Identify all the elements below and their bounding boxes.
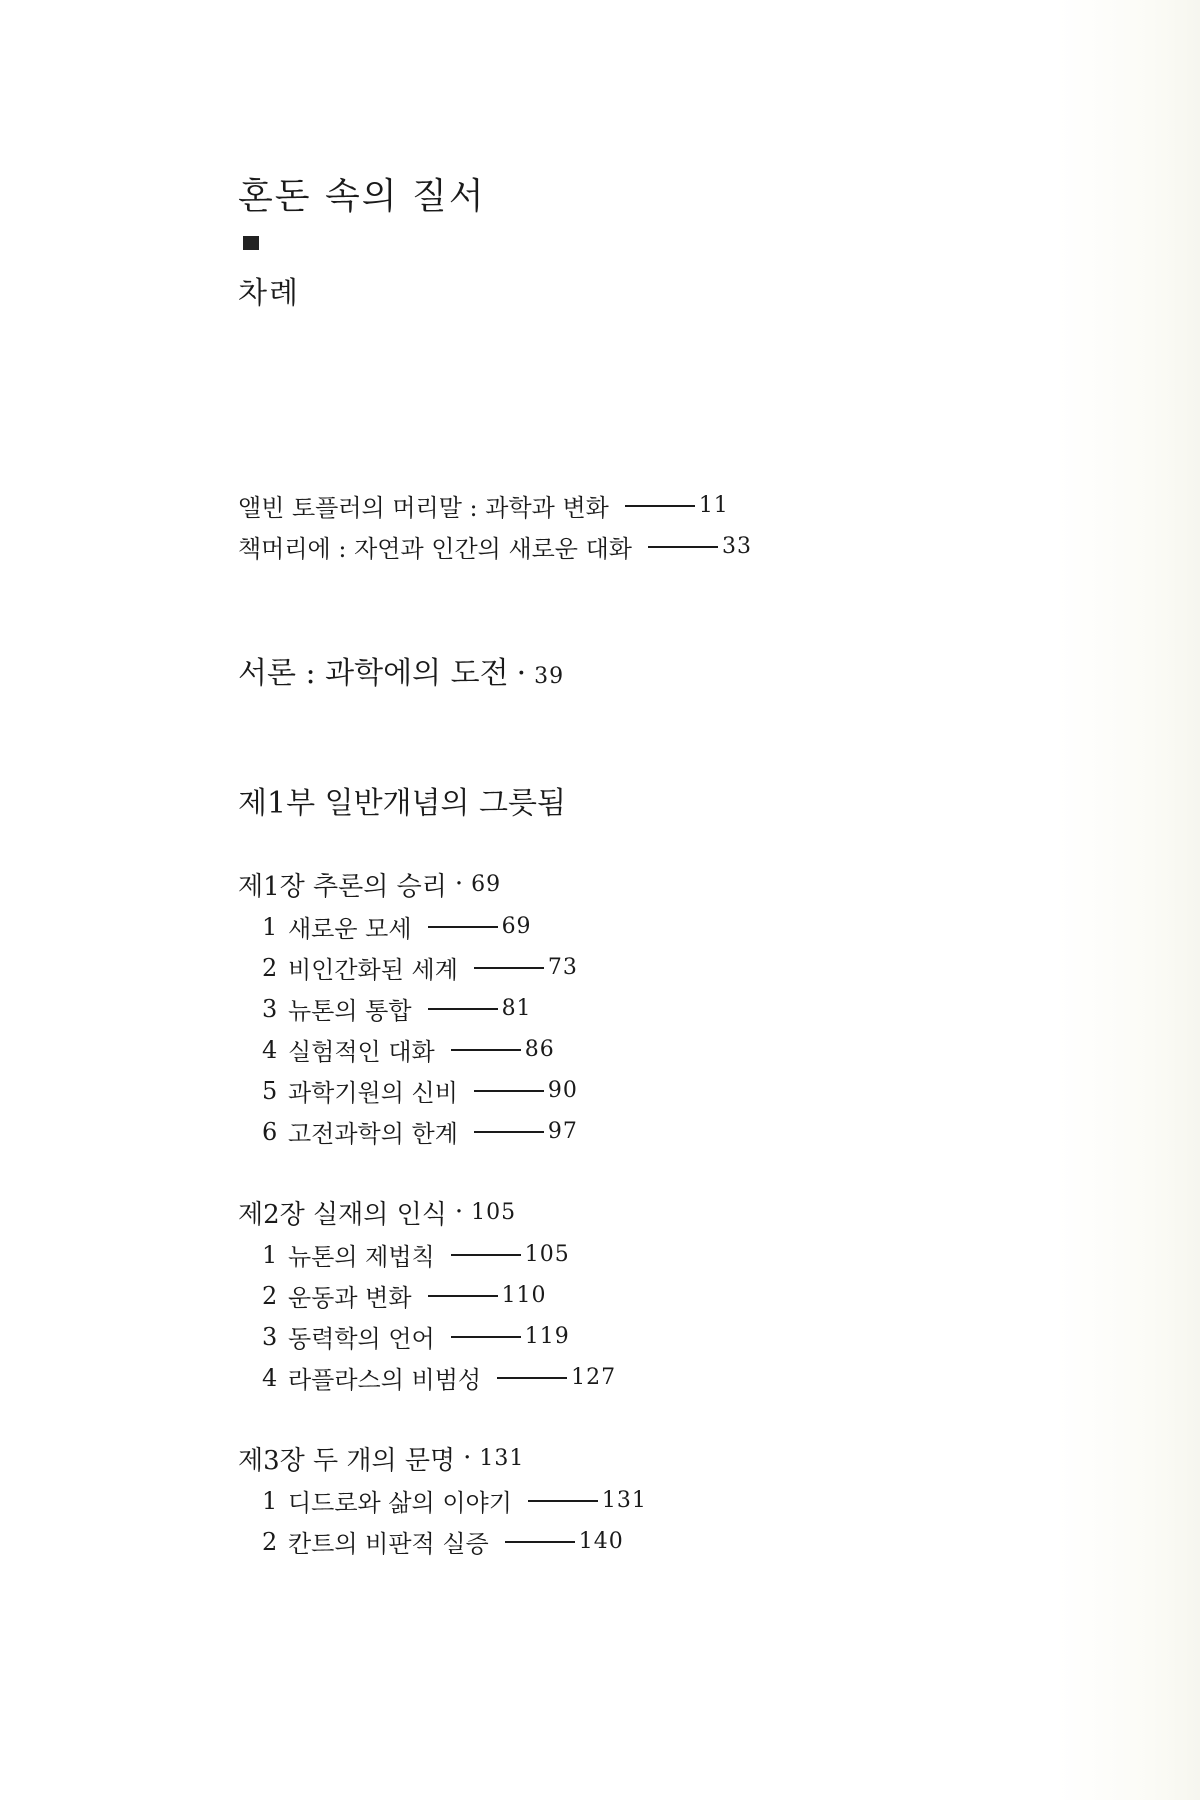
chapter-title [238, 1190, 616, 1234]
square-bullet-icon [243, 236, 259, 250]
chapter-3 [238, 1436, 647, 1562]
section-number: 4 [262, 1363, 278, 1392]
middle-dot-icon: · [454, 869, 464, 899]
section-entry [262, 1275, 616, 1316]
section-page-number: 69 [501, 914, 532, 939]
entry-page-number: 33 [722, 534, 752, 559]
section-title: 비인간화된 세계 [288, 956, 458, 984]
section-title: 운동과 변화 [288, 1284, 412, 1312]
section-title: 칸트의 비판적 실증 [288, 1530, 489, 1558]
section-entry [262, 1070, 578, 1111]
dot-leader [428, 1008, 498, 1010]
dot-leader [451, 1336, 521, 1338]
section-entry [262, 906, 578, 947]
dot-leader [428, 1295, 498, 1297]
section-title: 실험적인 대화 [288, 1038, 435, 1066]
section-page-number: 140 [578, 1529, 624, 1554]
section-page-number: 110 [501, 1283, 547, 1308]
section-entry [262, 988, 578, 1029]
dot-leader [648, 546, 718, 548]
middle-dot-icon: · [463, 1443, 472, 1473]
section-page-number: 127 [571, 1365, 617, 1390]
chapter-title [238, 1436, 647, 1480]
front-matter-entry [238, 526, 752, 567]
front-matter-list [238, 485, 752, 567]
section-title: 라플라스의 비범성 [288, 1366, 482, 1394]
section-number: 2 [262, 1281, 278, 1310]
chapter-title-text: 제3장 두 개의 문명 [238, 1445, 456, 1476]
dot-leader [505, 1541, 575, 1543]
dot-leader [474, 967, 544, 969]
section-page-number: 131 [601, 1488, 647, 1513]
front-matter-entry [238, 485, 752, 526]
section-page-number: 86 [524, 1037, 555, 1062]
section-title: 동력학의 언어 [288, 1325, 435, 1353]
dot-leader [497, 1377, 567, 1379]
dot-leader [625, 505, 695, 507]
section-title: 뉴톤의 제법칙 [288, 1243, 435, 1271]
section-number: 4 [262, 1035, 278, 1064]
chapter-page-number: 69 [471, 871, 502, 897]
section-title: 새로운 모세 [288, 915, 412, 943]
section-page-number: 97 [547, 1119, 578, 1144]
dot-leader [528, 1500, 598, 1502]
intro-title: 서론 : 과학에의 도전 [238, 656, 509, 691]
section-number: 3 [262, 994, 278, 1023]
section-page-number: 119 [524, 1324, 570, 1349]
section-entry [262, 1357, 616, 1398]
section-entry [262, 1480, 647, 1521]
section-list [238, 1234, 616, 1398]
section-number: 2 [262, 1527, 278, 1556]
section-number: 1 [262, 1240, 278, 1269]
entry-page-number: 11 [698, 493, 729, 518]
section-list [238, 906, 578, 1152]
section-entry [262, 1316, 616, 1357]
dot-leader [451, 1049, 521, 1051]
intro-entry [238, 648, 564, 692]
dot-leader [474, 1090, 544, 1092]
dot-leader [428, 926, 498, 928]
chapter-page-number: 105 [471, 1199, 517, 1225]
section-number: 1 [262, 1486, 278, 1515]
middle-dot-icon: · [516, 656, 527, 691]
part-title: 제1부 일반개념의 그릇됨 [238, 786, 566, 821]
section-page-number: 73 [547, 955, 578, 980]
section-entry [262, 1521, 647, 1562]
entry-title: 책머리에 : 자연과 인간의 새로운 대화 [238, 535, 632, 563]
section-page-number: 81 [501, 996, 532, 1021]
section-title: 디드로와 삶의 이야기 [288, 1489, 512, 1517]
section-number: 1 [262, 912, 278, 941]
middle-dot-icon: · [454, 1197, 464, 1227]
chapter-2 [238, 1190, 616, 1398]
chapter-title [238, 862, 578, 906]
section-entry [262, 1234, 616, 1275]
section-number: 3 [262, 1322, 278, 1351]
section-page-number: 105 [524, 1242, 570, 1267]
chapter-1 [238, 862, 578, 1152]
section-entry [262, 1111, 578, 1152]
section-page-number: 90 [547, 1078, 578, 1103]
section-title: 과학기원의 신비 [288, 1079, 458, 1107]
section-entry [262, 947, 578, 988]
section-title: 고전과학의 한계 [288, 1120, 458, 1148]
section-entry [262, 1029, 578, 1070]
chapter-title-text: 제1장 추론의 승리 [238, 871, 447, 902]
section-title: 뉴톤의 통합 [288, 997, 412, 1025]
dot-leader [474, 1131, 544, 1133]
entry-title: 앨빈 토플러의 머리말 : 과학과 변화 [238, 494, 609, 522]
section-number: 6 [262, 1117, 278, 1146]
dot-leader [451, 1254, 521, 1256]
toc-heading: 차례 [238, 276, 300, 311]
section-number: 5 [262, 1076, 278, 1105]
chapter-page-number: 131 [479, 1445, 525, 1471]
chapter-title-text: 제2장 실재의 인식 [238, 1199, 447, 1230]
section-list [238, 1480, 647, 1562]
intro-page-number: 39 [534, 664, 565, 689]
section-number: 2 [262, 953, 278, 982]
book-title: 혼돈 속의 질서 [238, 176, 486, 217]
